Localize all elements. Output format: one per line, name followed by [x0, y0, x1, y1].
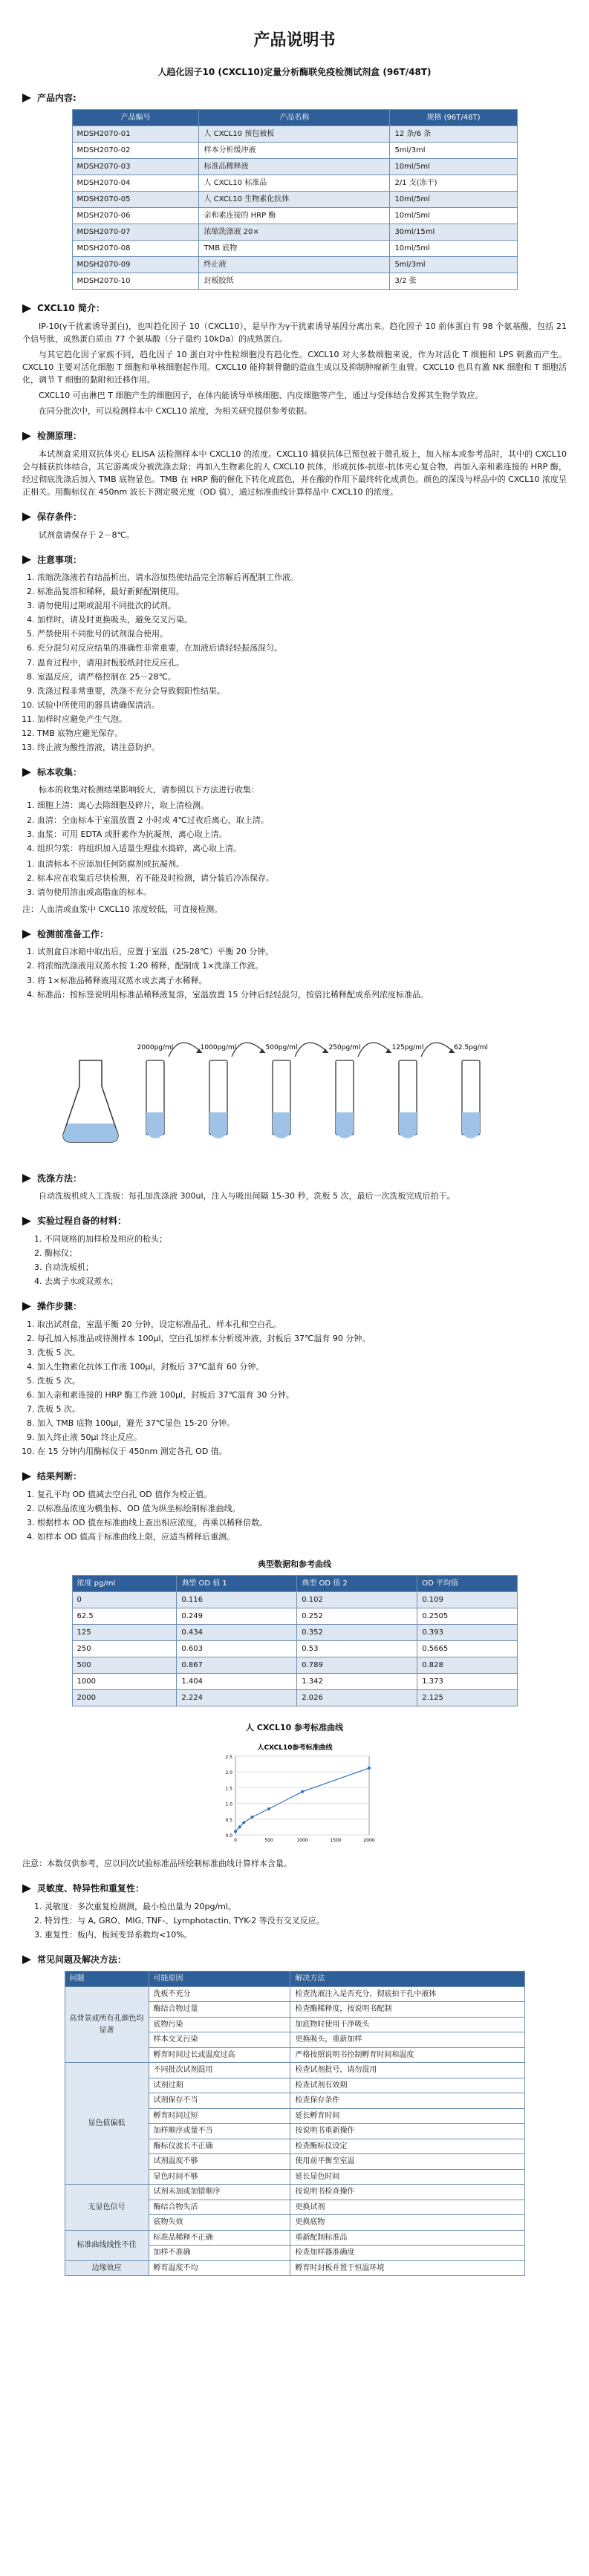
bullet-icon	[22, 930, 31, 939]
table-cell: 0.867	[177, 1657, 297, 1673]
table-cell: 0.53	[297, 1640, 417, 1657]
section-perf: 灵敏度、特异性和重复性：	[22, 1882, 567, 1896]
table-cell: 底物失效	[149, 2215, 290, 2231]
tube-liquid	[336, 1112, 354, 1138]
table-cell: 检查试剂批号，请勿混用	[290, 2063, 524, 2078]
table-cell: MDSH2070-04	[72, 175, 199, 192]
performance-list	[34, 1900, 567, 1941]
table-cell: 酶结合物过量	[149, 2002, 290, 2018]
table-cell: 检查保存条件	[290, 2093, 524, 2109]
table-cell: 孵育温度不均	[149, 2260, 290, 2276]
section-wash: 洗涤方法：	[22, 1172, 567, 1186]
table-cell: 0.2505	[417, 1608, 517, 1624]
bullet-icon	[22, 555, 31, 564]
product-subtitle: 人趋化因子10 (CXCL10)定量分析酶联免疫检测试剂盒 (96T/48T)	[157, 67, 432, 78]
note-item: 12. TMB 底物应避光保存。	[37, 727, 567, 740]
standard-data-table	[72, 1575, 518, 1706]
sample-extra-item: 3. 请勿使用溶血或高脂血的标本。	[37, 886, 567, 899]
tube-label: 62.5pg/ml	[453, 1043, 488, 1051]
table-header-cell: 典型 OD 值 2	[297, 1575, 417, 1591]
bullet-icon	[22, 304, 31, 313]
table-cell: MDSH2070-01	[72, 126, 199, 143]
tube-label: 250pg/ml	[328, 1043, 360, 1051]
x-tick-label: 500	[264, 1837, 273, 1843]
self-material-item: 4. 去离子水或双蒸水；	[34, 1276, 118, 1286]
table-cell: 125	[72, 1624, 177, 1640]
table-row	[72, 257, 517, 273]
note-item: 5. 严禁使用不同批号的试剂混合使用。	[37, 627, 567, 640]
prep-item: 4. 标准品：按标签说明用标准品稀释液复溶，室温放置 15 分钟后轻轻混匀，按倍比稀释配成系列浓度标准品。	[37, 988, 567, 1001]
arrowhead-icon	[385, 1049, 391, 1053]
storage-text: 试剂盒请保存于 2－8℃。	[39, 529, 134, 540]
table-row	[72, 1673, 517, 1689]
transfer-arrow-icon	[295, 1043, 328, 1057]
note-item: 10. 试验中所使用的器具请确保清洁。	[37, 699, 567, 711]
tube-label: 500pg/ml	[265, 1043, 297, 1051]
table-cell: 2.224	[177, 1689, 297, 1706]
table-cell: 更换试剂	[290, 2200, 524, 2215]
table-cell: 延长显色时间	[290, 2169, 524, 2185]
section-intro: CXCL10 简介：	[22, 301, 567, 316]
section-contents: 产品内容:	[22, 91, 567, 105]
tube-liquid	[209, 1112, 227, 1138]
procedure-step: 2. 每孔加入标准品或待测样本 100μl，空白孔加样本分析缓冲液，封板后 37℃温育 90 分钟。	[37, 1332, 567, 1345]
y-tick-label: 0.0	[224, 1833, 232, 1839]
table-row	[72, 1624, 517, 1640]
intro-paragraph: CXCL10 可由淋巴 T 细胞产生的细胞因子，在体内能诱导单核细胞、内皮细胞等产生，通过与受体结合发挥其生物学效应。	[39, 391, 484, 401]
table-cell: 人 CXCL10 生物素化抗体	[199, 192, 390, 208]
table-cell: MDSH2070-03	[72, 159, 199, 175]
table-row	[72, 1608, 517, 1624]
table-cell: MDSH2070-06	[72, 208, 199, 224]
note-item: 7. 温育过程中，请用封板胶纸封住反应孔。	[37, 656, 567, 669]
document-title: 产品说明书	[253, 31, 336, 50]
table-cell: 10ml/5ml	[390, 241, 517, 257]
note-item: 13. 终止液为酸性溶液，请注意防护。	[37, 741, 567, 754]
self-material-item: 1. 不同规格的加样枪及相应的枪头；	[34, 1233, 167, 1244]
sample-extra-item: 2. 标本应在收集后尽快检测，若不能及时检测，请分装后冷冻保存。	[37, 872, 567, 884]
table-cell: 按说明书检查操作	[290, 2185, 524, 2200]
bullet-icon	[22, 1174, 31, 1183]
table-cell: 0.434	[177, 1624, 297, 1640]
table-cell: 1000	[72, 1673, 177, 1689]
table-cell: 500	[72, 1657, 177, 1673]
performance-item: 3. 重复性：板内、板间变异系数均<10%。	[34, 1929, 192, 1940]
data-point	[242, 1821, 245, 1824]
arrowhead-icon	[259, 1049, 265, 1053]
notes-list	[37, 571, 567, 754]
flask-liquid	[63, 1124, 118, 1142]
table-header-cell: 产品编号	[72, 110, 199, 126]
std-table-caption: 典型数据和参考曲线	[258, 1559, 331, 1569]
table-cell: 重新配制标准品	[290, 2230, 524, 2246]
procedure-step: 4. 加入生物素化抗体工作液 100μl，封板后 37℃温育 60 分钟。	[37, 1360, 567, 1373]
procedure-step: 1. 取出试剂盒，室温平衡 20 分钟，设定标准品孔、样本孔和空白孔。	[37, 1318, 567, 1331]
table-cell: 孵育时间过长或温度过高	[149, 2047, 290, 2063]
tube-liquid	[399, 1112, 417, 1138]
table-cell: 检查洗液注入是否充分，彻底拍干孔中液体	[290, 1986, 524, 2002]
table-row	[72, 1689, 517, 1706]
bullet-icon	[22, 1955, 31, 1964]
sample-extra-item: 1. 血清标本不应添加任何防腐剂或抗凝剂。	[37, 858, 567, 870]
chart-title: 人CXCL10参考标准曲线	[256, 1744, 333, 1752]
problem-cell: 无显色信号	[65, 2185, 149, 2231]
self-material-item: 2. 酶标仪；	[34, 1248, 77, 1258]
procedure-step: 5. 洗板 5 次。	[37, 1375, 567, 1387]
sample-list	[37, 799, 567, 854]
table-cell: 试剂温度不够	[149, 2154, 290, 2170]
table-row	[72, 1640, 517, 1657]
table-header-cell: 解决方法	[290, 1972, 524, 1987]
table-cell: 2/1 支(冻干)	[390, 175, 517, 192]
y-tick-label: 2.0	[224, 1770, 232, 1776]
table-cell: 更换底物	[290, 2215, 524, 2231]
table-row	[65, 2185, 524, 2200]
table-header-cell: 产品名称	[199, 110, 390, 126]
table-cell: 孵育时封板并置于恒温环境	[290, 2260, 524, 2276]
table-cell: TMB 底物	[199, 241, 390, 257]
table-row	[72, 1657, 517, 1673]
plot-area	[235, 1756, 369, 1835]
intro-paragraph: 与其它趋化因子家族不同，趋化因子 10 蛋白对中性粒细胞没有趋化性。CXCL10 对大多数细胞来说，作为对活化 T 细胞和 LPS 刺激而产生。CXCL10 主要对活化细胞 T 细胞和单核细胞起作用。CXCL10 能抑制骨髓的造血生成以及抑制肿瘤新生血管。CXCL10 也具有激 NK 细胞和 T 细胞活化，调节 T 细胞的黏附和迁移作用。	[22, 349, 567, 385]
bullet-icon	[22, 512, 31, 521]
standard-curve-chart	[213, 1740, 377, 1851]
table-cell: 显色时间不够	[149, 2169, 290, 2185]
section-prep: 检测前准备工作：	[22, 927, 567, 942]
table-row	[72, 143, 517, 159]
table-cell: 酶结合物失活	[149, 2200, 290, 2215]
table-cell: 2.125	[417, 1689, 517, 1706]
table-cell: 加样不准确	[149, 2246, 290, 2261]
section-self-materials: 实验过程自备的材料：	[22, 1214, 567, 1228]
table-cell: 0.116	[177, 1591, 297, 1608]
table-cell: 0.102	[297, 1591, 417, 1608]
procedure-step: 7. 洗板 5 次。	[37, 1403, 567, 1415]
table-cell: 按说明书重新操作	[290, 2124, 524, 2139]
sample-extra-list	[37, 858, 567, 899]
prep-item: 2. 将浓缩洗涤液用双蒸水按 1:20 稀释，配制成 1×洗涤工作液。	[37, 959, 567, 972]
bullet-icon	[22, 1884, 31, 1893]
table-cell: 封板胶纸	[199, 273, 390, 290]
table-cell: 0.109	[417, 1591, 517, 1608]
table-row	[72, 224, 517, 241]
table-cell: 5ml/3ml	[390, 143, 517, 159]
table-cell: 终止液	[199, 257, 390, 273]
arrowhead-icon	[322, 1049, 328, 1053]
table-header-cell: 问题	[65, 1972, 149, 1987]
table-cell: 10ml/5ml	[390, 192, 517, 208]
table-header-cell: OD 平均值	[417, 1575, 517, 1591]
dilution-illustration	[22, 1016, 567, 1157]
table-cell: 严格按照说明书控制孵育时间和温度	[290, 2047, 524, 2063]
table-cell: 10ml/5ml	[390, 208, 517, 224]
table-cell: 标准品稀释液	[199, 159, 390, 175]
table-cell: 2000	[72, 1689, 177, 1706]
table-cell: 1.404	[177, 1673, 297, 1689]
sample-item: 3. 血浆：可用 EDTA 或肝素作为抗凝剂，离心取上清。	[37, 828, 567, 841]
table-cell: 检查试剂有效期	[290, 2078, 524, 2093]
note-item: 4. 加样时，请及时更换吸头，避免交叉污染。	[37, 613, 567, 626]
principle-text: 本试剂盒采用双抗体夹心 ELISA 法检测样本中 CXCL10 的浓度。CXCL10 捕获抗体已预包被于微孔板上，加入标本或参考品时，其中的 CXCL10 会与捕获抗体结合，其它游离成分被洗涤去除；再加入生物素化的人 CXCL10 抗体，形成抗体-抗原-抗体夹心复合物，再加入亲和素连接的 HRP 酶，经过彻底洗涤后加入 TMB 底物显色。TMB 在 HRP 酶的催化下转化成蓝色，并在酸的作用下最终转化成黄色。颜色的深浅与样品中的 CXCL10 浓度呈正相关。用酶标仪在 450nm 波长下测定吸光度（OD 值），通过标准曲线计算样品中 CXCL10 的浓度。	[22, 449, 567, 497]
table-cell: 1.373	[417, 1673, 517, 1689]
table-cell: 延长孵育时间	[290, 2108, 524, 2124]
table-cell: 试剂保存不当	[149, 2093, 290, 2109]
table-row	[72, 1591, 517, 1608]
components-table	[72, 109, 518, 290]
calc-list	[37, 1488, 567, 1543]
section-sample: 标本收集：	[22, 766, 567, 780]
section-principle: 检测原理：	[22, 429, 567, 443]
bullet-icon	[22, 1302, 31, 1311]
intro-paragraph: 在同分批次中，可以检测样本中 CXCL10 浓度，为相关研究提供参考依据。	[39, 406, 313, 417]
data-point	[267, 1807, 270, 1810]
data-point	[234, 1830, 237, 1833]
sample-intro: 标本的收集对检测结果影响较大，请参照以下方法进行收集：	[39, 785, 259, 795]
table-cell: 0.603	[177, 1640, 297, 1657]
prep-item: 1. 试剂盒自冰箱中取出后，应置于室温（25-28℃）平衡 20 分钟。	[37, 945, 567, 958]
table-cell: 0.249	[177, 1608, 297, 1624]
performance-item: 2. 特异性：与 A, GRO、MIG, TNF-、Lymphotactin, TYK-2 等没有交叉反应。	[34, 1915, 325, 1926]
table-cell: 0.828	[417, 1657, 517, 1673]
table-cell: 加样顺序或量不当	[149, 2124, 290, 2139]
table-cell: MDSH2070-02	[72, 143, 199, 159]
calc-item: 4. 如样本 OD 值高于标准曲线上限，应适当稀释后重测。	[37, 1530, 567, 1543]
y-tick-label: 1.0	[224, 1801, 232, 1807]
procedure-list	[37, 1318, 567, 1458]
problem-cell: 高背景或所有孔颜色均显著	[65, 1986, 149, 2063]
table-row	[72, 273, 517, 290]
chart-note: 注意：本数仅供参考，应以同次试验标准品所绘制标准曲线计算样本含量。	[22, 1858, 292, 1868]
transfer-arrow-icon	[358, 1043, 391, 1057]
note-item: 9. 洗涤过程非常重要，洗涤不充分会导致假阳性结果。	[37, 685, 567, 697]
x-tick-label: 1500	[329, 1837, 342, 1843]
table-cell: 底物污染	[149, 2017, 290, 2032]
section-storage: 保存条件：	[22, 510, 567, 524]
table-cell: 加底物时使用干净吸头	[290, 2017, 524, 2032]
table-cell: 62.5	[72, 1608, 177, 1624]
table-cell: 10ml/5ml	[390, 159, 517, 175]
table-cell: MDSH2070-08	[72, 241, 199, 257]
document-page	[22, 0, 567, 2276]
transfer-arrow-icon	[232, 1043, 265, 1057]
series-line	[235, 1768, 369, 1831]
y-tick-label: 0.5	[224, 1817, 232, 1823]
table-cell: 30ml/15ml	[390, 224, 517, 241]
sample-item: 4. 组织匀浆：将组织加入适量生理盐水捣碎，离心取上清。	[37, 842, 567, 855]
table-cell: 人 CXCL10 标准品	[199, 175, 390, 192]
table-cell: 5ml/3ml	[390, 257, 517, 273]
table-cell: 0.393	[417, 1624, 517, 1640]
table-cell: 12 条/6 条	[390, 126, 517, 143]
table-cell: MDSH2070-05	[72, 192, 199, 208]
table-header-cell: 典型 OD 值 1	[177, 1575, 297, 1591]
y-tick-label: 2.5	[224, 1754, 232, 1760]
section-faq: 常见问题及解决方法：	[22, 1953, 567, 1967]
intro-paragraph: IP-10(γ干扰素诱导蛋白)，也叫趋化因子 10（CXCL10），是早作为γ干扰素诱导基因分离出来。趋化因子 10 前体蛋白有 98 个氨基酸，包括 21 个信号肽，成熟蛋白质由 77 个氨基酸（分子量约 10kDa）的成熟蛋白。	[22, 321, 567, 344]
calc-item: 1. 复孔平均 OD 值减去空白孔 OD 值作为校正值。	[37, 1488, 567, 1501]
table-cell: 3/2 张	[390, 273, 517, 290]
table-cell: MDSH2070-09	[72, 257, 199, 273]
table-cell: 0	[72, 1591, 177, 1608]
section-notes: 注意事项：	[22, 553, 567, 567]
table-cell: 试剂过期	[149, 2078, 290, 2093]
note-item: 2. 标准品复溶和稀释，最好新鲜配制使用。	[37, 585, 567, 598]
table-cell: MDSH2070-07	[72, 224, 199, 241]
problem-cell: 标准曲线线性不佳	[65, 2230, 149, 2260]
tube-label: 2000pg/ml	[137, 1043, 173, 1051]
table-cell: 0.252	[297, 1608, 417, 1624]
data-point	[250, 1816, 253, 1819]
table-row	[72, 159, 517, 175]
procedure-step: 3. 洗板 5 次。	[37, 1346, 567, 1359]
table-cell: 孵育时间过短	[149, 2108, 290, 2124]
prep-list	[37, 945, 567, 1000]
table-cell: 检查酶稀释度，按说明书配制	[290, 2002, 524, 2018]
x-tick-label: 2000	[362, 1837, 375, 1843]
procedure-step: 9. 加入终止液 50μl 终止反应。	[37, 1431, 567, 1444]
table-row	[72, 175, 517, 192]
self-material-item: 3. 自动洗板机；	[34, 1262, 94, 1272]
bullet-icon	[22, 94, 31, 102]
section-calc: 结果判断：	[22, 1470, 567, 1484]
table-cell: 检查酶标仪设定	[290, 2139, 524, 2154]
table-cell: 浓缩洗涤液 20×	[199, 224, 390, 241]
calc-item: 3. 根据样本 OD 值在标准曲线上查出相应浓度，再乘以稀释倍数。	[37, 1516, 567, 1529]
tube-liquid	[273, 1112, 290, 1138]
table-cell: 试剂未加或加错顺序	[149, 2185, 290, 2200]
procedure-step: 8. 加入 TMB 底物 100μl，避光 37℃显色 15-20 分钟。	[37, 1417, 567, 1429]
x-tick-label: 0	[233, 1837, 237, 1843]
table-row	[72, 241, 517, 257]
performance-item: 1. 灵敏度：多次重复检测测，最小检出量为 20pg/ml。	[34, 1901, 236, 1911]
tube-label: 1000pg/ml	[200, 1043, 236, 1051]
table-cell: 0.352	[297, 1624, 417, 1640]
bullet-icon	[22, 432, 31, 441]
table-cell: 0.5665	[417, 1640, 517, 1657]
table-cell: 标准品稀释不正确	[149, 2230, 290, 2246]
transfer-arrow-icon	[169, 1043, 202, 1057]
table-cell: 人 CXCL10 预包被板	[199, 126, 390, 143]
y-tick-label: 1.5	[224, 1786, 232, 1792]
sample-item: 2. 血清：全血标本于室温放置 2 小时或 4℃过夜后离心，取上清。	[37, 814, 567, 826]
table-row	[72, 126, 517, 143]
transfer-arrow-icon	[421, 1043, 455, 1057]
bullet-icon	[22, 1217, 31, 1226]
intro-text	[22, 320, 567, 417]
tube-label: 125pg/ml	[391, 1043, 423, 1051]
table-row	[72, 208, 517, 224]
calc-item: 2. 以标准品浓度为横坐标、OD 值为纵坐标绘制标准曲线。	[37, 1502, 567, 1515]
x-tick-label: 1000	[296, 1837, 308, 1843]
table-cell: 酶标仪波长不正确	[149, 2139, 290, 2154]
dilution-tubes	[57, 1016, 533, 1157]
data-point	[238, 1825, 241, 1828]
tube-liquid	[146, 1112, 164, 1138]
note-item: 8. 室温反应，请严格控制在 25－28℃。	[37, 671, 567, 683]
chart-caption: 人 CXCL10 参考标准曲线	[245, 1722, 344, 1732]
note-item: 11. 加样时应避免产生气泡。	[37, 713, 567, 725]
table-row	[65, 2260, 524, 2276]
procedure-step: 10. 在 15 分钟内用酶标仪于 450nm 测定各孔 OD 值。	[37, 1445, 567, 1458]
problem-cell: 显色值偏低	[65, 2063, 149, 2185]
table-row	[65, 1986, 524, 2002]
note-item: 1. 浓缩洗涤液若有结晶析出，请水浴加热使结晶完全溶解后再配制工作液。	[37, 571, 567, 584]
table-cell: 洗板不充分	[149, 1986, 290, 2002]
section-steps: 操作步骤：	[22, 1300, 567, 1314]
table-cell: 样本交叉污染	[149, 2032, 290, 2048]
sample-item: 1. 细胞上清：离心去除细胞及碎片，取上清检测。	[37, 799, 567, 812]
table-cell: 0.789	[297, 1657, 417, 1673]
troubleshooting-table	[65, 1971, 525, 2276]
table-cell: 亲和素连接的 HRP 酶	[199, 208, 390, 224]
table-cell: 更换吸头，重新加样	[290, 2032, 524, 2048]
table-header-cell: 浓度 pg/ml	[72, 1575, 177, 1591]
data-point	[368, 1767, 371, 1770]
data-point	[301, 1790, 304, 1793]
prep-item: 3. 将 1×标准品稀释液用双蒸水或去离子水稀释。	[37, 974, 567, 987]
note-item: 3. 请勿使用过期或混用不同批次的试剂。	[37, 599, 567, 612]
table-header-cell: 规格 (96T/48T)	[390, 110, 517, 126]
table-header-cell: 可能原因	[149, 1972, 290, 1987]
self-materials-list	[34, 1233, 567, 1288]
table-cell: 检查加样器准确度	[290, 2246, 524, 2261]
sample-note: 注：人血清或血浆中 CXCL10 浓度较低，可直接检测。	[22, 904, 223, 914]
bullet-icon	[22, 1472, 31, 1481]
table-row	[72, 192, 517, 208]
table-cell: MDSH2070-10	[72, 273, 199, 290]
table-row	[65, 2063, 524, 2078]
wash-text: 自动洗板机或人工洗板：每孔加洗涤液 300ul，注入与吸出间隔 15-30 秒，洗板 5 次，最后一次洗板完成后拍干。	[39, 1191, 455, 1201]
table-cell: 不同批次试剂混用	[149, 2063, 290, 2078]
table-cell: 250	[72, 1640, 177, 1657]
note-item: 6. 充分混匀对反应结果的准确性非常重要，在加液后请轻轻振荡混匀。	[37, 642, 567, 654]
chart-wrap	[22, 1740, 567, 1851]
table-row	[65, 2230, 524, 2246]
procedure-step: 6. 加入亲和素连接的 HRP 酶工作液 100μl，封板后 37℃温育 30 分钟。	[37, 1389, 567, 1401]
table-cell: 2.026	[297, 1689, 417, 1706]
tube-liquid	[462, 1112, 480, 1138]
problem-cell: 边缘效应	[65, 2260, 149, 2276]
table-cell: 1.342	[297, 1673, 417, 1689]
table-cell: 使用前平衡至室温	[290, 2154, 524, 2170]
table-cell: 样本分析缓冲液	[199, 143, 390, 159]
bullet-icon	[22, 768, 31, 777]
